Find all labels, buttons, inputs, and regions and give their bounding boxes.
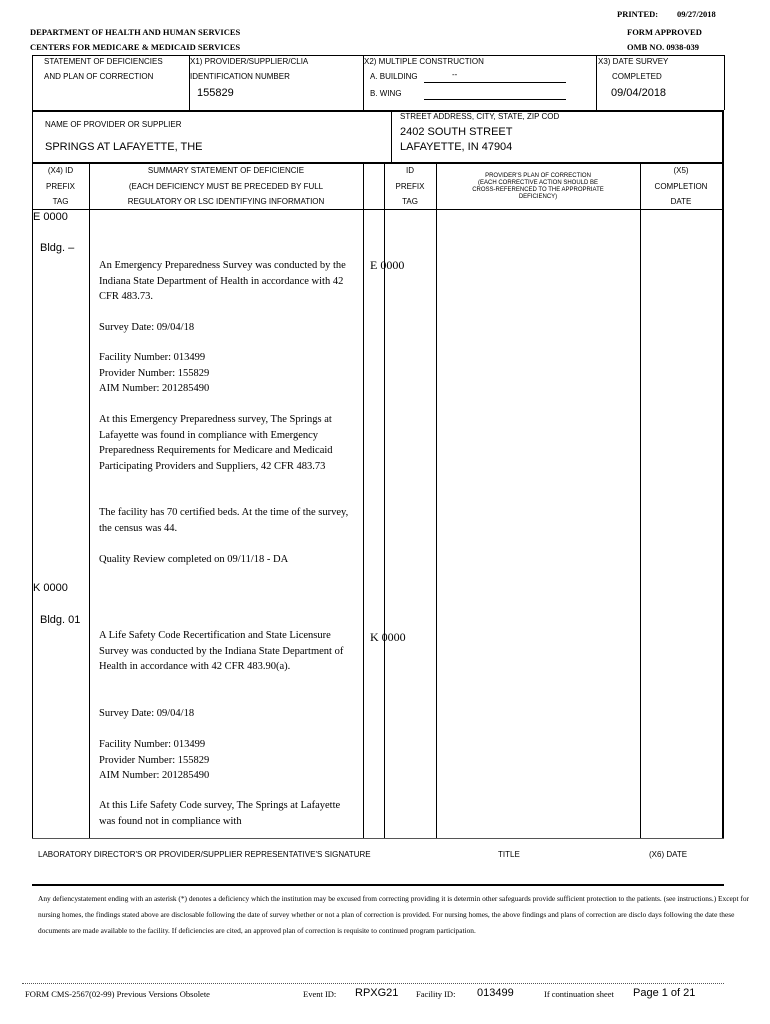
signature-date-label: (X6) DATE xyxy=(649,850,688,859)
finding-paragraph: A Life Safety Code Recertification and State Licensure Survey was conducted by the Indiana State Department of Health in accordance with 42 CFR 483.90(a). xyxy=(99,630,344,672)
printed-label: PRINTED: xyxy=(617,9,659,19)
form-number: FORM CMS-2567(02-99) Previous Versions Obsolete xyxy=(25,989,210,999)
finding-paragraph: Survey Date: 09/04/18 xyxy=(99,322,195,333)
signature-label: LABORATORY DIRECTOR'S OR PROVIDER/SUPPLIER REPRESENTATIVE'S SIGNATURE xyxy=(38,850,371,859)
right-tag-k0000: K 0000 xyxy=(370,630,406,644)
finding-paragraph: The facility has 70 certified beds. At the time of the survey, the census was 44. xyxy=(99,507,349,534)
provider-name-label: NAME OF PROVIDER OR SUPPLIER xyxy=(45,120,182,129)
x4-header-1: (X4) ID xyxy=(47,166,74,175)
summary-header-1: SUMMARY STATEMENT OF DEFICIENCIE xyxy=(147,166,305,175)
section-tag-e0000: E 0000 xyxy=(33,211,68,223)
x2-building-value: -- xyxy=(452,70,458,79)
event-id-label: Event ID: xyxy=(303,989,337,999)
finding-paragraph: Survey Date: 09/04/18 xyxy=(99,708,195,719)
provider-id-number: 155829 xyxy=(197,87,234,99)
survey-completed-date: 09/04/2018 xyxy=(611,87,667,99)
statement-label-1: STATEMENT OF DEFICIENCIES xyxy=(44,57,163,66)
finding-paragraph: At this Emergency Preparedness survey, The Springs at Lafayette was found in compliance with Emergency Preparedness Requirements for Medicare and Medicaid Participating Providers and Suppliers, 42 CFR 483.73 xyxy=(99,414,333,472)
statement-label-2: AND PLAN OF CORRECTION xyxy=(44,72,154,81)
facility-id: 013499 xyxy=(477,987,514,999)
x3-label-2: COMPLETED xyxy=(612,72,662,81)
x5-header-3: DATE xyxy=(670,197,692,206)
plan-header-3: CROSS-REFERENCED TO THE APPROPRIATE xyxy=(472,187,604,193)
id-header-2: PREFIX xyxy=(395,182,425,191)
x3-label-1: X3) DATE SURVEY xyxy=(598,57,669,66)
x5-header-1: (X5) xyxy=(673,166,689,175)
signature-bottom-rule xyxy=(32,884,724,886)
facility-id-label: Facility ID: xyxy=(416,989,456,999)
form-approved: FORM APPROVED xyxy=(627,27,702,37)
right-tag-e0000: E 0000 xyxy=(370,258,405,272)
provider-name: SPRINGS AT LAFAYETTE, THE xyxy=(45,141,203,153)
section-tag-k0000: K 0000 xyxy=(33,582,68,594)
finding-paragraph: An Emergency Preparedness Survey was conducted by the Indiana State Department of Health in accordance with 42 CFR 483.73. xyxy=(99,260,346,302)
finding-paragraph: Quality Review completed on 09/11/18 - DA xyxy=(99,554,289,565)
finding-paragraph: Facility Number: 013499 Provider Number: 155829 AIM Number: 201285490 xyxy=(99,352,210,394)
omb-number: OMB NO. 0938-039 xyxy=(627,42,700,52)
page-number: Page 1 of 21 xyxy=(633,987,696,999)
finding-paragraph: At this Life Safety Code survey, The Springs at Lafayette was found not in compliance with xyxy=(99,800,341,827)
section-bldg-k: Bldg. 01 xyxy=(40,614,81,626)
summary-header-3: REGULATORY OR LSC IDENTIFYING INFORMATION xyxy=(127,197,325,206)
x2-label: X2) MULTIPLE CONSTRUCTION xyxy=(364,57,484,66)
summary-header-2: (EACH DEFICIENCY MUST BE PRECEDED BY FULL xyxy=(128,182,324,191)
printed-date: 09/27/2018 xyxy=(677,9,716,19)
signature-title-label: TITLE xyxy=(498,850,520,859)
id-header-3: TAG xyxy=(402,197,418,206)
city-state-zip: LAFAYETTE, IN 47904 xyxy=(400,141,513,153)
section-bldg-e: Bldg. – xyxy=(40,242,75,254)
centers-name: CENTERS FOR MEDICARE & MEDICAID SERVICES xyxy=(30,42,241,52)
plan-header-2: (EACH CORRECTIVE ACTION SHOULD BE xyxy=(477,180,599,186)
disclaimer-text: Any defiencystatement ending with an asterisk (*) denotes a deficiency which the institution may be excused from correcting providing it is determin other safeguards provide sufficient protection to the patients. (see instructions.) Except for nursing homes, the findings stated above are disclosable following the date of survey whether or not a plan of correction is provided. For nursing homes, the above findings and plans of correction are disclo days following the date these documents are made available to the facility. If deficiencies are cited, an approved plan of correction is requisite to continued program participation. xyxy=(38,894,750,936)
main-table-top xyxy=(32,162,724,164)
x2-wing-label: B. WING xyxy=(370,89,402,98)
plan-header-4: DEFICIENCY) xyxy=(518,194,558,200)
finding-paragraph: Facility Number: 013499 Provider Number: 155829 AIM Number: 201285490 xyxy=(99,739,210,781)
street-address: 2402 SOUTH STREET xyxy=(400,126,513,138)
x2-building-label: A. BUILDING xyxy=(370,72,418,81)
x5-header-2: COMPLETION xyxy=(654,182,708,191)
continuation-label: If continuation sheet xyxy=(544,989,614,999)
x1-label-1: X1) PROVIDER/SUPPLIER/CLIA xyxy=(190,57,309,66)
x1-label-2: IDENTIFICATION NUMBER xyxy=(190,72,290,81)
x4-header-2: PREFIX xyxy=(46,182,75,191)
id-header-1: ID xyxy=(406,166,414,175)
event-id: RPXG21 xyxy=(355,987,399,999)
x4-header-3: TAG xyxy=(52,197,69,206)
address-label: STREET ADDRESS, CITY, STATE, ZIP COD xyxy=(400,112,560,121)
department-name: DEPARTMENT OF HEALTH AND HUMAN SERVICES xyxy=(30,27,241,37)
plan-header-1: PROVIDER'S PLAN OF CORRECTION xyxy=(485,173,591,179)
top-box-border xyxy=(32,55,724,56)
